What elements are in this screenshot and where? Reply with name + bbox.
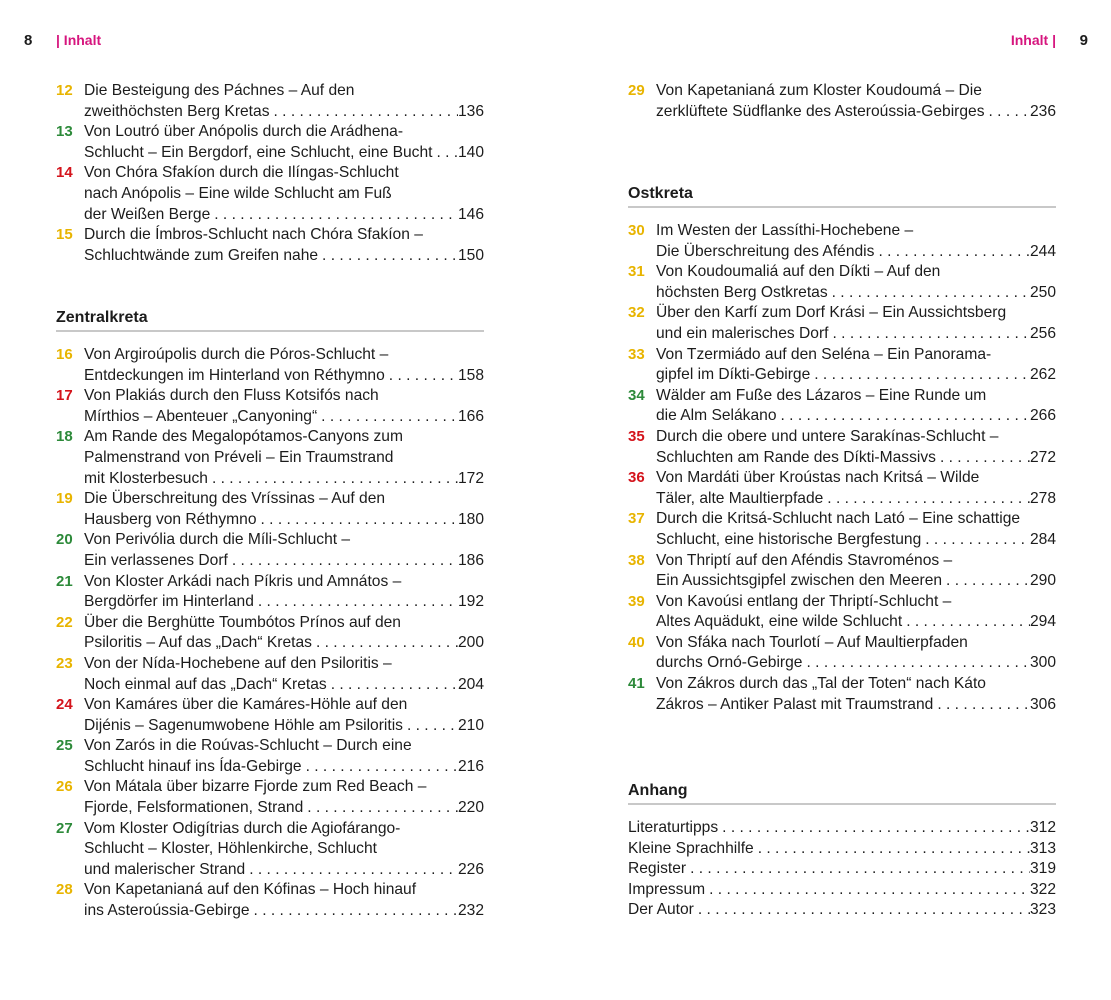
entry-title-line: Durch die Ímbros-Schlucht nach Chóra Sfakíon –: [84, 226, 423, 244]
entry-title-end: mit Klosterbesuch: [84, 469, 208, 487]
entry-leader-line: [84, 675, 484, 696]
toc-entry[interactable]: [628, 859, 1056, 880]
toc-entry[interactable]: [628, 303, 1056, 344]
entry-title-end: höchsten Berg Ostkretas: [656, 283, 828, 301]
entry-title-line: Am Rande des Megalopótamos-Canyons zum: [84, 428, 403, 446]
dot-leader: [312, 633, 458, 654]
page-reference: 312: [1029, 819, 1056, 836]
toc-entry[interactable]: [628, 345, 1056, 386]
section-title-ostkreta: Ostkreta: [628, 185, 1056, 208]
zentralkreta-list: [56, 345, 484, 922]
entry-title-line: Von Kavoúsi entlang der Thriptí-Schlucht –: [656, 592, 952, 610]
entry-leader-line: [84, 633, 484, 654]
right-top-list: [628, 81, 1056, 122]
toc-entry[interactable]: [56, 572, 484, 613]
tour-number: 14: [56, 164, 73, 182]
ostkreta-section: [628, 185, 1056, 715]
dot-leader: [318, 246, 458, 267]
entry-title-end: Schluchten am Rande des Díkti-Massivs: [656, 448, 936, 466]
entry-leader-line: [84, 143, 484, 164]
entry-title-end: Mírthios – Abenteuer „Canyoning“: [84, 407, 318, 425]
entry-title-line: Von Argiroúpolis durch die Póros-Schlucht –: [84, 346, 389, 363]
toc-entry[interactable]: [56, 530, 484, 571]
entry-title-end: zerklüftete Südflanke des Asteroússia-Gebirges: [656, 102, 985, 120]
page-reference: 322: [1029, 880, 1056, 898]
entry-leader-line: [656, 283, 1056, 304]
dot-leader: [228, 551, 458, 572]
entry-title-end: Ein verlassenes Dorf: [84, 551, 228, 569]
left-page-number: 8: [24, 32, 33, 49]
dot-leader: [810, 365, 1030, 386]
tour-number: 34: [628, 386, 645, 404]
entry-leader-line: [84, 102, 484, 123]
entry-leader-line: [84, 860, 484, 881]
entry-title-line: Vom Kloster Odigítrias durch die Agiofárango-: [84, 819, 401, 837]
tour-number: 22: [56, 613, 73, 631]
toc-entry[interactable]: [628, 427, 1056, 468]
tour-number: 24: [56, 696, 73, 714]
toc-entry[interactable]: [56, 489, 484, 530]
toc-entry[interactable]: [56, 163, 484, 225]
page-reference: 140: [457, 143, 484, 161]
tour-number: 23: [56, 654, 73, 672]
dot-leader: [303, 798, 458, 819]
entry-title-line: Von Plakiás durch den Fluss Kotsifós nach: [84, 387, 379, 405]
entry-leader-line: [656, 612, 1056, 633]
left-page: [0, 0, 555, 1000]
entry-title-end: Schluchtwände zum Greifen nahe: [84, 246, 319, 264]
dot-leader: [254, 592, 458, 613]
entry-title-line: Von Mátala über bizarre Fjorde zum Red Beach –: [84, 778, 427, 796]
toc-entry[interactable]: [628, 81, 1056, 122]
tour-number: 35: [628, 427, 645, 445]
entry-title-end: Ein Aussichtsgipfel zwischen den Meeren: [656, 572, 943, 590]
entry-leader-line: [656, 695, 1056, 716]
entry-leader-line: [84, 366, 484, 387]
page-reference: 313: [1029, 839, 1056, 857]
entry-leader-line: [84, 469, 484, 490]
entry-title-line: Im Westen der Lassíthi-Hochebene –: [656, 222, 914, 239]
tour-number: 12: [56, 82, 73, 99]
entry-title-end: Schlucht, eine historische Bergfestung: [656, 530, 922, 548]
tour-number: 18: [56, 428, 73, 446]
toc-entry[interactable]: [56, 122, 484, 163]
page-reference: 266: [1029, 407, 1056, 425]
tour-number: 25: [56, 737, 73, 755]
toc-entry[interactable]: [56, 225, 484, 266]
dot-leader: [686, 859, 1030, 880]
entry-title-line: Von Perivólia durch die Míli-Schlucht –: [84, 531, 351, 549]
dot-leader: [933, 695, 1030, 716]
entry-title-line: Durch die Kritsá-Schlucht nach Lató – Eine schattige: [656, 510, 1021, 528]
page-reference: 180: [457, 510, 484, 528]
dot-leader: [754, 839, 1030, 860]
entry-title-line: Von Tzermiádo auf den Seléna – Ein Panorama-: [656, 345, 992, 363]
entry-title-line: Von Zarós in die Roúvas-Schlucht – Durch eine: [84, 737, 412, 755]
toc-entry[interactable]: [56, 777, 484, 818]
dot-leader: [874, 242, 1030, 263]
page-reference: 236: [1029, 102, 1056, 120]
toc-entry[interactable]: [628, 551, 1056, 592]
dot-leader: [942, 571, 1030, 592]
entry-title-line: Von Zákros durch das „Tal der Toten“ nach Káto: [656, 675, 986, 693]
page-reference: 250: [1029, 283, 1056, 301]
section-title-anhang: Anhang: [628, 782, 1056, 805]
toc-entry[interactable]: [628, 262, 1056, 303]
page-reference: 220: [457, 799, 484, 817]
entry-leader-line: [656, 406, 1056, 427]
tour-number: 15: [56, 226, 73, 244]
entry-title-end: ins Asteroússia-Gebirge: [84, 902, 250, 920]
entry-title-line: nach Anópolis – Eine wilde Schlucht am Fuß: [84, 184, 392, 202]
page-reference: 186: [457, 551, 484, 569]
tour-number: 33: [628, 345, 645, 363]
entry-title-line: Von Kloster Arkádi nach Píkris und Amnátos –: [84, 572, 402, 590]
toc-entry[interactable]: [56, 81, 484, 122]
tour-number: 21: [56, 572, 73, 590]
entry-title-end: Noch einmal auf das „Dach“ Kretas: [84, 675, 327, 693]
tour-number: 16: [56, 346, 73, 363]
right-page: [555, 0, 1110, 1000]
dot-leader: [936, 448, 1030, 469]
zentralkreta-section: [56, 309, 484, 922]
entry-title-end: Bergdörfer im Hinterland: [84, 593, 254, 611]
page-reference: 158: [457, 366, 484, 384]
toc-entry[interactable]: [628, 509, 1056, 550]
page-reference: 210: [457, 716, 484, 734]
left-top-list: [56, 81, 484, 266]
entry-leader-line: [84, 757, 484, 778]
tour-number: 19: [56, 490, 73, 508]
tour-number: 38: [628, 551, 645, 569]
entry-title-line: Von Loutró über Anópolis durch die Arádhena-: [84, 123, 404, 141]
tour-number: 37: [628, 510, 645, 528]
page-reference: 204: [457, 675, 484, 693]
entry-leader-line: [628, 839, 1056, 860]
right-page-number: 9: [1079, 32, 1088, 49]
entry-title-end: Die Überschreitung des Aféndis: [656, 242, 875, 260]
entry-leader-line: [628, 818, 1056, 839]
page-reference: 256: [1029, 324, 1056, 342]
tour-number: 17: [56, 387, 73, 405]
page-reference: 300: [1029, 654, 1056, 672]
dot-leader: [403, 716, 458, 737]
tour-number: 32: [628, 304, 645, 322]
page-reference: 166: [457, 407, 484, 425]
entry-leader-line: [84, 407, 484, 428]
dot-leader: [694, 900, 1030, 921]
entry-title-end: Kleine Sprachhilfe: [628, 839, 754, 857]
entry-title-line: Von Sfáka nach Tourlotí – Auf Maultierpfaden: [656, 633, 968, 651]
entry-title-line: Von Mardáti über Kroústas nach Kritsá – Wilde: [656, 469, 980, 487]
entry-leader-line: [84, 246, 484, 267]
page-reference: 146: [457, 205, 484, 223]
entry-title-end: Altes Aquädukt, eine wilde Schlucht: [656, 613, 903, 631]
entry-title-end: durchs Ornó-Gebirge: [656, 654, 803, 672]
page-reference: 192: [457, 593, 484, 611]
toc-entry[interactable]: [56, 427, 484, 489]
entry-leader-line: [656, 448, 1056, 469]
entry-title-end: der Weißen Berge: [84, 205, 211, 223]
entry-title-line: Von Chóra Sfakíon durch die Ilíngas-Schlucht: [84, 164, 399, 182]
tour-number: 36: [628, 469, 645, 487]
page-reference: 244: [1029, 242, 1056, 260]
entry-leader-line: [628, 900, 1056, 921]
page-reference: 226: [457, 860, 484, 878]
dot-leader: [432, 143, 458, 164]
tour-number: 39: [628, 592, 645, 610]
left-running-header: | Inhalt: [56, 32, 102, 48]
tour-number: 28: [56, 881, 73, 899]
dot-leader: [921, 530, 1030, 551]
entry-title-line: Palmenstrand von Préveli – Ein Traumstrand: [84, 448, 394, 466]
toc-entry[interactable]: [56, 345, 484, 386]
entry-title-line: Durch die obere und untere Sarakínas-Schlucht –: [656, 427, 999, 445]
toc-entry[interactable]: [628, 221, 1056, 262]
anhang-list: [628, 818, 1056, 921]
page-reference: 290: [1029, 572, 1056, 590]
entry-title-line: Über die Berghütte Toumbótos Prínos auf den: [84, 613, 401, 631]
toc-entry[interactable]: [628, 468, 1056, 509]
entry-leader-line: [656, 324, 1056, 345]
dot-leader: [317, 407, 458, 428]
dot-leader: [718, 818, 1030, 839]
entry-leader-line: [84, 510, 484, 531]
entry-title-end: Psiloritis – Auf das „Dach“ Kretas: [84, 634, 312, 652]
tour-number: 13: [56, 123, 73, 141]
entry-title-end: und malerischer Strand: [84, 860, 246, 878]
tour-number: 30: [628, 222, 645, 239]
entry-leader-line: [656, 653, 1056, 674]
page-reference: 172: [457, 469, 484, 487]
tour-number: 27: [56, 819, 73, 837]
entry-title-end: Schlucht – Ein Bergdorf, eine Schlucht, eine Bucht: [84, 143, 433, 161]
entry-title-end: und ein malerisches Dorf: [656, 324, 829, 342]
toc-entry[interactable]: [56, 654, 484, 695]
page-reference: 150: [457, 246, 484, 264]
toc-entry[interactable]: [628, 839, 1056, 860]
entry-leader-line: [656, 489, 1056, 510]
entry-title-line: Von Koudoumaliá auf den Díkti – Auf den: [656, 263, 941, 281]
entry-title-end: gipfel im Díkti-Gebirge: [656, 366, 811, 384]
entry-title-end: Register: [628, 860, 687, 878]
entry-title-line: Über den Karfí zum Dorf Krási – Ein Aussichtsberg: [656, 304, 1007, 322]
page-reference: 262: [1029, 366, 1056, 384]
toc-entry[interactable]: [56, 386, 484, 427]
tour-number: 26: [56, 778, 73, 796]
dot-leader: [902, 612, 1030, 633]
entry-title-end: Entdeckungen im Hinterland von Réthymno: [84, 366, 385, 384]
tour-number: 20: [56, 531, 73, 549]
section-title-zentralkreta: Zentralkreta: [56, 309, 484, 332]
entry-title-line: Schlucht – Kloster, Höhlenkirche, Schlucht: [84, 840, 377, 858]
entry-title-line: Die Überschreitung des Vríssinas – Auf den: [84, 490, 386, 508]
toc-entry[interactable]: [628, 386, 1056, 427]
entry-title-line: Von Kapetanianá zum Kloster Koudoumá – Die: [656, 82, 982, 99]
entry-leader-line: [84, 551, 484, 572]
entry-title-end: Schlucht hinauf ins Ída-Gebirge: [84, 757, 302, 775]
dot-leader: [385, 366, 458, 387]
page-reference: 306: [1029, 695, 1056, 713]
toc-entry[interactable]: [56, 880, 484, 921]
toc-entry[interactable]: [56, 695, 484, 736]
dot-leader: [210, 205, 458, 226]
page-reference: 216: [457, 757, 484, 775]
page-reference: 284: [1029, 530, 1056, 548]
dot-leader: [302, 757, 458, 778]
dot-leader: [823, 489, 1030, 510]
entry-leader-line: [656, 365, 1056, 386]
entry-title-end: Täler, alte Maultierpfade: [656, 489, 824, 507]
dot-leader: [245, 860, 458, 881]
entry-leader-line: [628, 859, 1056, 880]
dot-leader: [327, 675, 458, 696]
tour-number: 31: [628, 263, 645, 281]
entry-title-line: Von der Nída-Hochebene auf den Psiloritis –: [84, 654, 392, 672]
entry-leader-line: [84, 592, 484, 613]
entry-title-end: Dijénis – Sagenumwobene Höhle am Psiloritis: [84, 716, 403, 734]
entry-leader-line: [84, 798, 484, 819]
entry-leader-line: [628, 880, 1056, 901]
entry-title-line: Wälder am Fuße des Lázaros – Eine Runde um: [656, 386, 987, 404]
dot-leader: [828, 324, 1029, 345]
entry-title-end: die Alm Selákano: [656, 407, 777, 425]
toc-entry[interactable]: [56, 613, 484, 654]
page-reference: 136: [457, 102, 484, 120]
right-running-header: Inhalt |: [1010, 32, 1056, 48]
dot-leader: [828, 283, 1030, 304]
dot-leader: [257, 510, 458, 531]
dot-leader: [777, 406, 1030, 427]
toc-entry[interactable]: [628, 633, 1056, 674]
entry-leader-line: [656, 571, 1056, 592]
toc-entry[interactable]: [628, 674, 1056, 715]
toc-entry[interactable]: [56, 736, 484, 777]
page-reference: 294: [1029, 613, 1056, 631]
entry-leader-line: [656, 102, 1056, 123]
entry-title-end: Zákros – Antiker Palast mit Traumstrand: [656, 695, 934, 713]
page-reference: 319: [1029, 860, 1056, 878]
entry-leader-line: [84, 901, 484, 922]
entry-title-end: Hausberg von Réthymno: [84, 510, 257, 528]
entry-title-end: Literaturtipps: [628, 819, 719, 836]
entry-title-line: Die Besteigung des Páchnes – Auf den: [84, 82, 355, 99]
entry-leader-line: [656, 242, 1056, 263]
toc-entry[interactable]: [628, 880, 1056, 901]
toc-entry[interactable]: [628, 592, 1056, 633]
dot-leader: [250, 901, 458, 922]
entry-title-end: Der Autor: [628, 901, 694, 919]
page-reference: 200: [457, 634, 484, 652]
page-reference: 232: [457, 902, 484, 920]
entry-title-line: Von Kamáres über die Kamáres-Höhle auf den: [84, 696, 408, 714]
entry-title-line: Von Kapetanianá auf den Kófinas – Hoch hinauf: [84, 881, 417, 899]
tour-number: 40: [628, 633, 645, 651]
toc-entry[interactable]: [628, 818, 1056, 839]
page-reference: 272: [1029, 448, 1056, 466]
entry-title-end: Fjorde, Felsformationen, Strand: [84, 799, 304, 817]
entry-leader-line: [84, 205, 484, 226]
page-reference: 323: [1029, 901, 1056, 919]
toc-entry[interactable]: [56, 819, 484, 881]
entry-title-end: zweithöchsten Berg Kretas: [84, 102, 270, 120]
dot-leader: [705, 880, 1030, 901]
dot-leader: [802, 653, 1029, 674]
dot-leader: [270, 102, 458, 123]
anhang-section: [628, 782, 1056, 921]
entry-leader-line: [84, 716, 484, 737]
dot-leader: [985, 102, 1030, 123]
ostkreta-list: [628, 221, 1056, 715]
toc-entry[interactable]: [628, 900, 1056, 921]
page-reference: 278: [1029, 489, 1056, 507]
tour-number: 29: [628, 82, 645, 99]
tour-number: 41: [628, 675, 645, 693]
entry-leader-line: [656, 530, 1056, 551]
entry-title-end: Impressum: [628, 880, 706, 898]
dot-leader: [208, 469, 458, 490]
entry-title-line: Von Thriptí auf den Aféndis Stavroménos –: [656, 551, 953, 569]
